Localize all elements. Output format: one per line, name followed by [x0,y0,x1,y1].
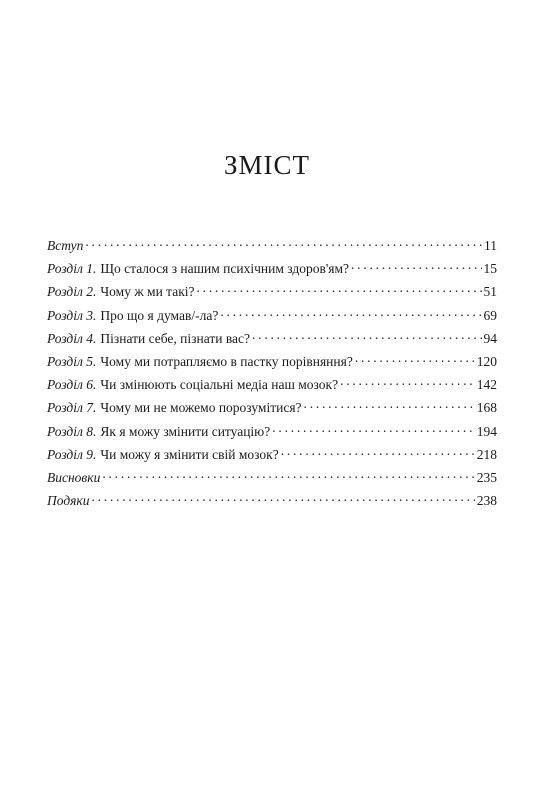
toc-leader-dots [351,259,481,273]
toc-page-number: 51 [483,284,497,300]
toc-page-number: 235 [476,469,497,485]
toc-leader-dots [252,329,481,343]
toc-entry-chapter-9 [47,445,497,468]
toc-entry-title: Чому ми потрапляємо в пастку порівняння? [100,353,353,369]
toc-page-number: 218 [476,446,497,462]
toc-entry-chapter-3 [47,306,497,329]
toc-entry-chapter-2 [47,282,497,305]
toc-entry-lead: Розділ 8. [47,423,97,439]
toc-entry-lead: Розділ 2. [47,284,97,300]
toc-leader-dots [281,445,475,459]
toc-entry-intro [47,236,497,259]
toc-entry-lead: Розділ 7. [47,400,97,416]
toc-leader-dots [102,468,474,482]
toc-entry-title: Чому ж ми такі? [100,284,195,300]
toc-page-number: 11 [484,238,497,253]
toc-page-number: 120 [476,353,497,369]
toc-entry-lead: Розділ 4. [47,330,97,346]
toc-leader-dots [340,375,475,389]
toc-page-number: 94 [483,330,497,346]
toc-leader-dots [197,282,482,296]
toc-leader-dots [85,236,482,250]
toc-entry-lead: Розділ 9. [47,446,97,462]
toc-entry-chapter-4 [47,329,497,352]
toc-entry-chapter-6 [47,375,497,398]
toc-leader-dots [304,398,475,412]
toc-leader-dots [92,491,475,505]
toc-page-number: 69 [483,307,497,323]
table-of-contents [47,236,497,514]
toc-leader-dots [355,352,475,366]
toc-entry-chapter-1 [47,259,497,282]
toc-page-number: 238 [476,493,497,509]
toc-page-number: 194 [476,423,497,439]
toc-page-number: 15 [483,261,497,277]
toc-entry-title: Чому ми не можемо порозумітися? [100,400,302,416]
toc-entry-lead: Розділ 3. [47,307,97,323]
toc-entry-title: Про що я думав/-ла? [100,307,219,323]
toc-entry-acknowledgements [47,491,497,514]
toc-entry-lead: Розділ 5. [47,353,97,369]
toc-entry-title: Чи можу я змінити свій мозок? [100,446,279,462]
page-title: ЗМІСТ [223,150,311,180]
toc-entry-chapter-8 [47,422,497,445]
toc-entry-title: Що сталося з нашим психічним здоров'ям? [100,261,350,277]
toc-entry-chapter-5 [47,352,497,375]
toc-entry-lead: Розділ 1. [47,261,97,277]
toc-entry-conclusions [47,468,497,491]
toc-page-number: 142 [476,377,497,393]
toc-page-number: 168 [476,400,497,416]
toc-entry-title: Як я можу змінити ситуацію? [100,423,271,439]
toc-leader-dots [272,422,474,436]
toc-leader-dots [220,306,481,320]
toc-entry-lead: Висновки [47,469,101,485]
toc-entry-lead: Вступ [47,238,84,253]
toc-entry-title: Пізнати себе, пізнати вас? [100,330,251,346]
toc-entry-lead: Розділ 6. [47,377,97,393]
toc-entry-title: Чи змінюють соціальні медіа наш мозок? [100,377,339,393]
toc-entry-lead: Подяки [47,493,90,509]
toc-entry-chapter-7 [47,398,497,421]
